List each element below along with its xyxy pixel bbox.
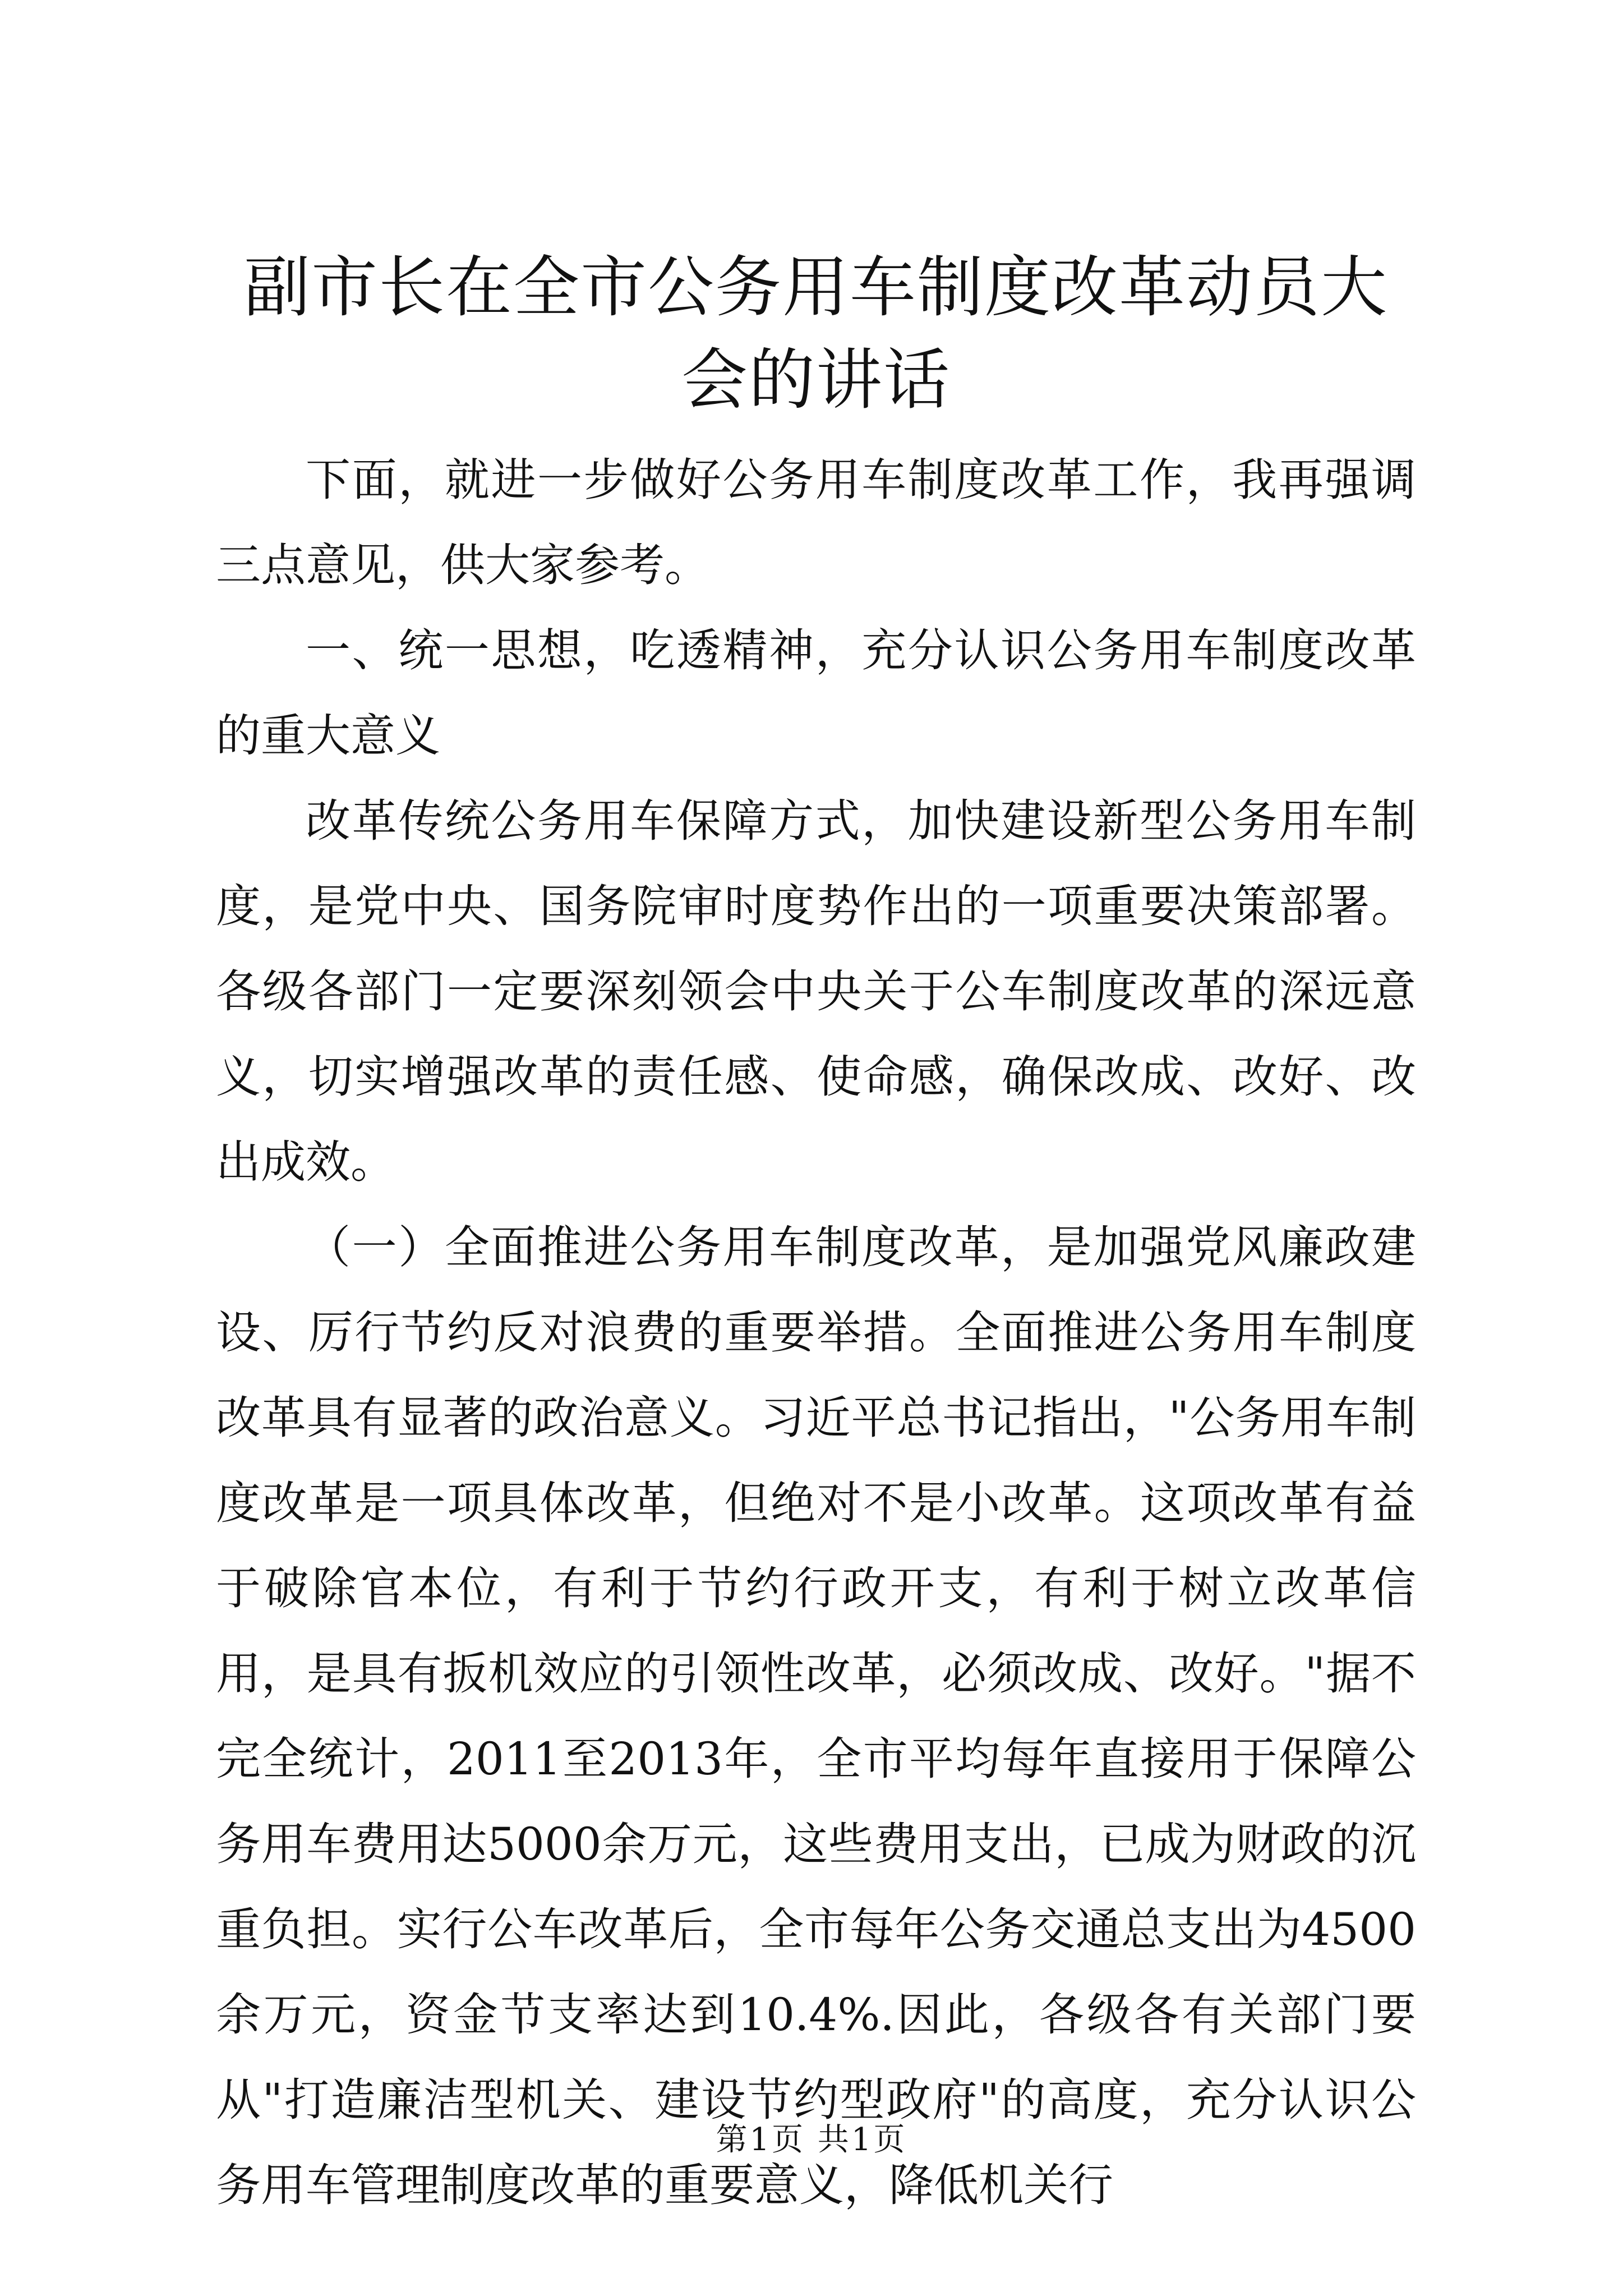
paragraph-subsection-1: （一）全面推进公务用车制度改革，是加强党风廉政建设、厉行节约反对浪费的重要举措。全面推进公务用车制度改革具有显著的政治意义。习近平总书记指出，"公务用车制度改革是一项具体改革，但绝对不是小改革。这项改革有益于破除官本位，有利于节约行政开支，有利于树立改革信用，是具有扳机效应的引领性改革，必须改成、改好。"据不完全统计，2011至2013年，全市平均每年直接用于保障公务用车费用达5000余万元，这些费用支出，已成为财政的沉重负担。实行公车改革后，全市每年公务交通总支出为4500余万元，资金节支率达到10.4%.因此，各级各有关部门要从"打造廉洁型机关、建设节约型政府"的高度，充分认识公务用车管理制度改革的重要意义，降低机关行 xyxy=(216,1221,1416,2211)
document-body xyxy=(216,241,1416,2228)
section-heading-1: 一、统一思想，吃透精神，充分认识公务用车制度改革的重大意义 xyxy=(216,624,1416,762)
paragraph-intro: 下面，就进一步做好公务用车制度改革工作，我再强调三点意见，供大家参考。 xyxy=(216,454,1416,591)
document-title: 副市长在全市公务用车制度改革动员大会的讲话 xyxy=(243,249,1388,418)
page-footer: 第1页 共1页 xyxy=(716,2122,907,2158)
paragraph-reform-significance: 改革传统公务用车保障方式，加快建设新型公务用车制度，是党中央、国务院审时度势作出的一项重要决策部署。各级各部门一定要深刻领会中央关于公车制度改革的深远意义，切实增强改革的责任感、使命感，确保改成、改好、改出成效。 xyxy=(216,795,1416,1188)
